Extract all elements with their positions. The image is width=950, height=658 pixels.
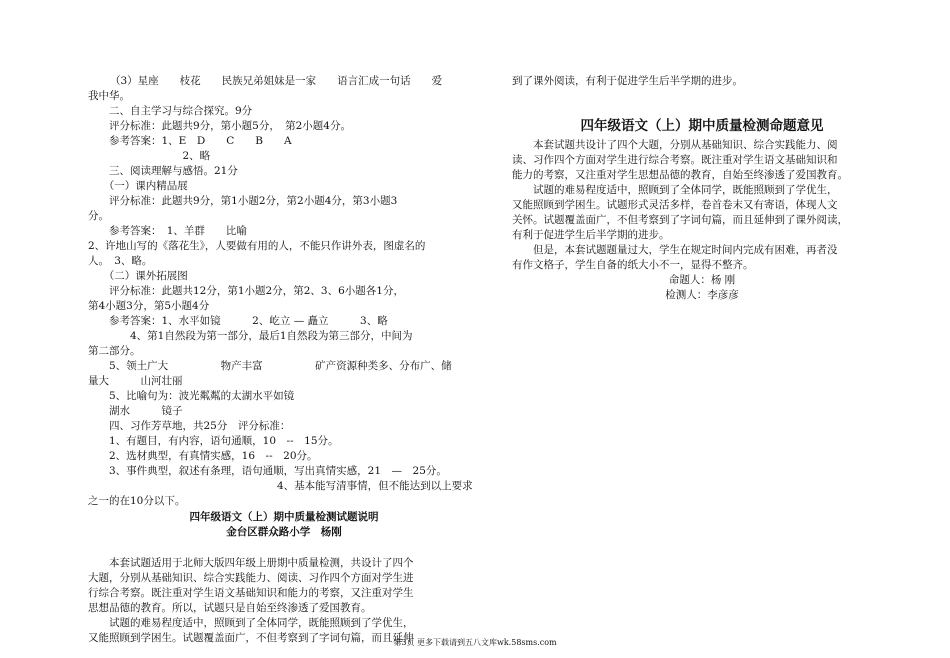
paragraph-line: 试题的难易程度适中，照顾到了全体同学，既能照顾到了学优生， <box>88 617 414 629</box>
answer-line: 参考答案：1、水平如镜 2、屹立 — 矗立 3、略 <box>88 315 388 327</box>
paragraph-line: 但是，本套试题题量过大，学生在规定时间内完成有困难，再者没 <box>512 244 838 256</box>
answer-line: 人。 3、略。 <box>88 255 153 267</box>
answer-line: 参考答案：1、E D C B A <box>88 135 292 147</box>
section-heading: 四、习作芳草地，共25分 评分标准： <box>88 420 291 432</box>
paragraph-line: 又能照顾到学困生。试题形式灵活多样，卷首卷末又有寄语，体现人文 <box>512 199 838 211</box>
opinion-title: 四年级语文（上）期中质量检测命题意见 <box>580 118 824 134</box>
answer-line: 5、领土广大 物产丰富 矿产资源种类多、分布广、储 <box>88 360 452 372</box>
answer-line: 评分标准：此题共9分，第小题5分， 第2小题4分。 <box>88 120 351 132</box>
paragraph-line: 本套试题共设计了四个大题，分别从基础知识、综合实践能力、阅 <box>512 139 838 151</box>
answer-line: 量大 山河壮丽 <box>88 375 183 387</box>
answer-line: 评分标准：此题共9分，第1小题2分，第2小题4分，第3小题3 <box>88 195 398 207</box>
paragraph-line: 大题，分别从基础知识、综合实践能力、阅读、习作四个方面对学生进 <box>88 572 414 584</box>
reviewer-signature: 检测人：李彦彦 <box>665 289 739 301</box>
section-heading: 三、阅读理解与感悟。21分 <box>88 165 238 177</box>
answer-line: 参考答案： 1、羊群 比喻 <box>88 225 247 237</box>
answer-line: 评分标准：此题共12分，第1小题2分，第2、3、6小题各1分， <box>88 285 404 297</box>
paragraph-line: 思想品德的教育。所以，试题只是自始至终渗透了爱国教育。 <box>88 602 372 614</box>
page-footer: 第3页 更多下载请到五八文库wk.58sms.com <box>393 638 557 647</box>
explanation-title: 四年级语文（上）期中质量检测试题说明 <box>189 511 379 523</box>
answer-line: 2、选材典型，有真情实感，16 -- 20分。 <box>88 450 318 462</box>
paragraph-line: 又能照顾到学困生。试题覆盖面广，不但考察到了字词句篇，而且延伸 <box>88 632 414 644</box>
answer-line: 4、第1自然段为第一部分，最后1自然段为第三部分，中间为 <box>88 330 413 342</box>
answer-line: 2、许地山写的《落花生》，人要做有用的人，不能只作讲外表，图虚名的 <box>88 240 426 252</box>
subsection-heading: （二）课外拓展图 <box>88 270 188 282</box>
answer-line: 2、略 <box>88 150 211 162</box>
continued-line: 到了课外阅读，有利于促进学生后半学期的进步。 <box>512 75 743 87</box>
paragraph-line: 本套试题适用于北师大版四年级上册期中质量检测，共设计了四个 <box>88 557 414 569</box>
paragraph-line: 关怀。试题覆盖面广，不但考察到了字词句篇，而且延伸到了课外阅读， <box>512 214 848 226</box>
answer-line: 之一的在10分以下。 <box>88 495 186 507</box>
answer-line: 5、比喻句为：波光粼粼的太湖水平如镜 <box>88 390 295 402</box>
paragraph-line: 试题的难易程度适中，照顾到了全体同学，既能照顾到了学优生， <box>512 184 838 196</box>
section-heading: 二、自主学习与综合探究。9分 <box>88 105 253 117</box>
paragraph-line: 有利于促进学生后半学期的进步。 <box>512 229 670 241</box>
paragraph-line: 能力的考察，又注重对学生思想品德的教育，自始至终渗透了爱国教育。 <box>512 169 848 181</box>
answer-line: 第4小题3分，第5小题4分 <box>88 300 210 312</box>
answer-line: 湖水 镜子 <box>88 405 183 417</box>
paragraph-line: 读、习作四个方面对学生进行综合考察。既注重对学生语文基础知识和 <box>512 154 838 166</box>
answer-line: 4、基本能写清事情，但不能达到以上要求 <box>88 480 473 492</box>
answer-line: 分。 <box>88 210 109 222</box>
subsection-heading: （一）课内精品展 <box>88 180 188 192</box>
answer-line: 第二部分。 <box>88 345 141 357</box>
paragraph-line: 有作文格子，学生自备的纸大小不一，显得不整齐。 <box>512 259 754 271</box>
paragraph-line: 行综合考察。既注重对学生语文基础知识和能力的考察，又注重对学生 <box>88 587 414 599</box>
school-author: 金台区群众路小学 杨刚 <box>226 526 342 538</box>
answer-line: 我中华。 <box>88 90 130 102</box>
answer-line: 1、有题目，有内容，语句通顺，10 -- 15分。 <box>88 435 339 447</box>
author-signature: 命题人：杨 刚 <box>668 274 736 286</box>
answer-line: （3）星座 枝花 民族兄弟姐妹是一家 语言汇成一句话 爱 <box>110 75 443 87</box>
answer-line: 3、事件典型，叙述有条理，语句通顺，写出真情实感，21 — 25分。 <box>88 465 447 477</box>
